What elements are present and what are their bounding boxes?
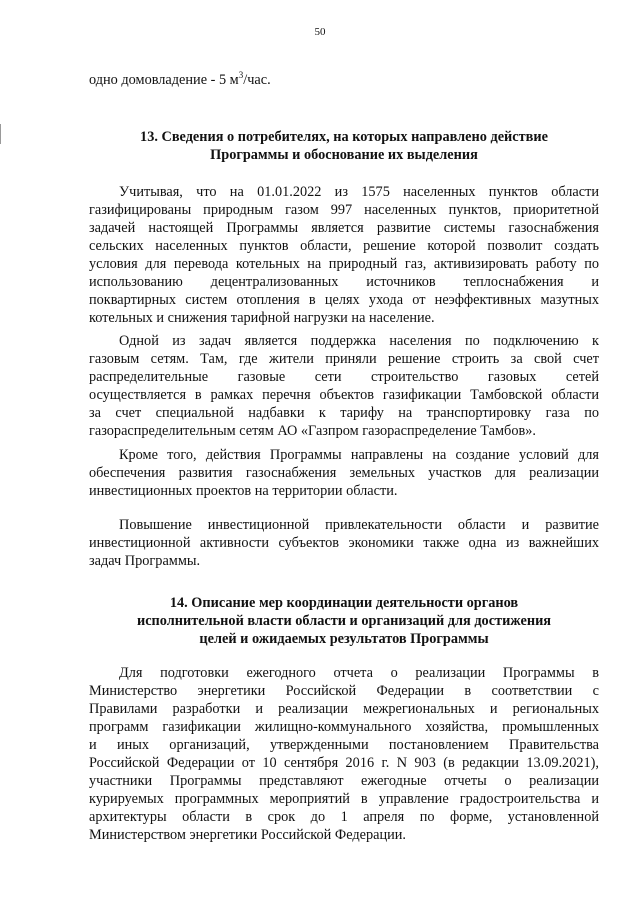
text-line: Российской Федерации от 10 сентября 2016 г. N 903 (в редакции 13.09.2021), [89, 755, 599, 771]
section-13-heading-line: 13. Сведения о потребителях, на которых направлено действие [140, 129, 548, 145]
text-line: за счет специальной надбавки к тарифу на транспортировку газа по [89, 405, 599, 421]
text-line: архитектуры области в срок до 1 апреля по форме, установленной [89, 809, 599, 825]
text-line: газораспределительным сетям АО «Газпром газораспределение Тамбов». [89, 423, 536, 439]
unit-superscript: 3 [238, 70, 244, 80]
text-line: курируемых программных мероприятий в управление градостроительства и [89, 791, 599, 807]
text-line: задачей настоящей Программы является развитие системы газоснабжения [89, 220, 599, 236]
text-line: сельских населенных пунктов области, решение которой позволит создать [89, 238, 599, 254]
section-13-paragraph-2 [89, 332, 599, 440]
section-13-paragraph-4 [89, 516, 599, 570]
section-13-paragraph-1 [89, 183, 599, 327]
text-line: Министерством энергетики Российской Федерации. [89, 827, 406, 843]
section-13-paragraph-3 [89, 446, 599, 500]
text-line: Министерство энергетики Российской Федерации в соответствии с [89, 683, 599, 699]
text-line: Одной из задач является поддержка населения по подключению к [119, 333, 599, 349]
text-line: инвестиционных проектов на территории области. [89, 483, 398, 499]
section-14-paragraph-1 [89, 664, 599, 844]
text-line: задач Программы. [89, 553, 201, 569]
continued-text-unit: /час. [243, 71, 271, 88]
text-line: участники Программы представляют ежегодные отчеты о реализации [89, 773, 599, 789]
text-line: условия для перевода котельных на природный газ, активизировать работу по [89, 256, 599, 272]
text-line: Кроме того, действия Программы направлены на создание условий для [119, 447, 599, 463]
text-line: Повышение инвестиционной привлекательности области и развитие [119, 517, 599, 533]
text-line: использованию децентрализованных источников теплоснабжения и [89, 274, 599, 290]
section-14-heading-line: 14. Описание мер координации деятельности органов [169, 595, 519, 611]
section-13-heading-line: Программы и обоснование их выделения [210, 147, 478, 163]
scan-margin-mark [0, 124, 1, 144]
text-line: Учитывая, что на 01.01.2022 из 1575 населенных пунктов области [119, 184, 599, 200]
continued-text-line [89, 66, 271, 89]
text-line: инвестиционной активности субъектов экономики также одна из важнейших [89, 535, 599, 551]
text-line: поквартирных систем отопления в целях ухода от неэффективных мазутных [89, 292, 599, 308]
page-number: 50 [314, 26, 326, 38]
section-13-heading [89, 128, 599, 164]
text-line: Для подготовки ежегодного отчета о реализации Программы в [119, 665, 599, 681]
section-14-heading-line: исполнительной власти области и организаций для достижения [136, 613, 552, 629]
text-line: газовым сетям. Там, где жители приняли решение строить за свой счет [89, 351, 599, 367]
text-line: и иных организаций, утвержденными постановлением Правительства [89, 737, 599, 753]
text-line: газифицированы природным газом 997 населенных пунктов, приоритетной [89, 202, 599, 218]
text-line: обеспечения развития газоснабжения земельных участков для реализации [89, 465, 599, 481]
text-line: программ газификации жилищно-коммунального хозяйства, промышленных [89, 719, 599, 735]
section-14-heading [89, 594, 599, 648]
text-line: котельных и снижения тарифной нагрузки на население. [89, 310, 435, 326]
text-line: распределительные газовые сети строительство газовых сетей [89, 369, 599, 385]
text-line: осуществляется в рамках перечня объектов газификации Тамбовской области [89, 387, 599, 403]
text-line: Правилами разработки и реализации межрегиональных и региональных [89, 701, 599, 717]
section-14-heading-line: целей и ожидаемых результатов Программы [199, 631, 489, 647]
continued-text: одно домовладение - 5 м [89, 71, 239, 88]
